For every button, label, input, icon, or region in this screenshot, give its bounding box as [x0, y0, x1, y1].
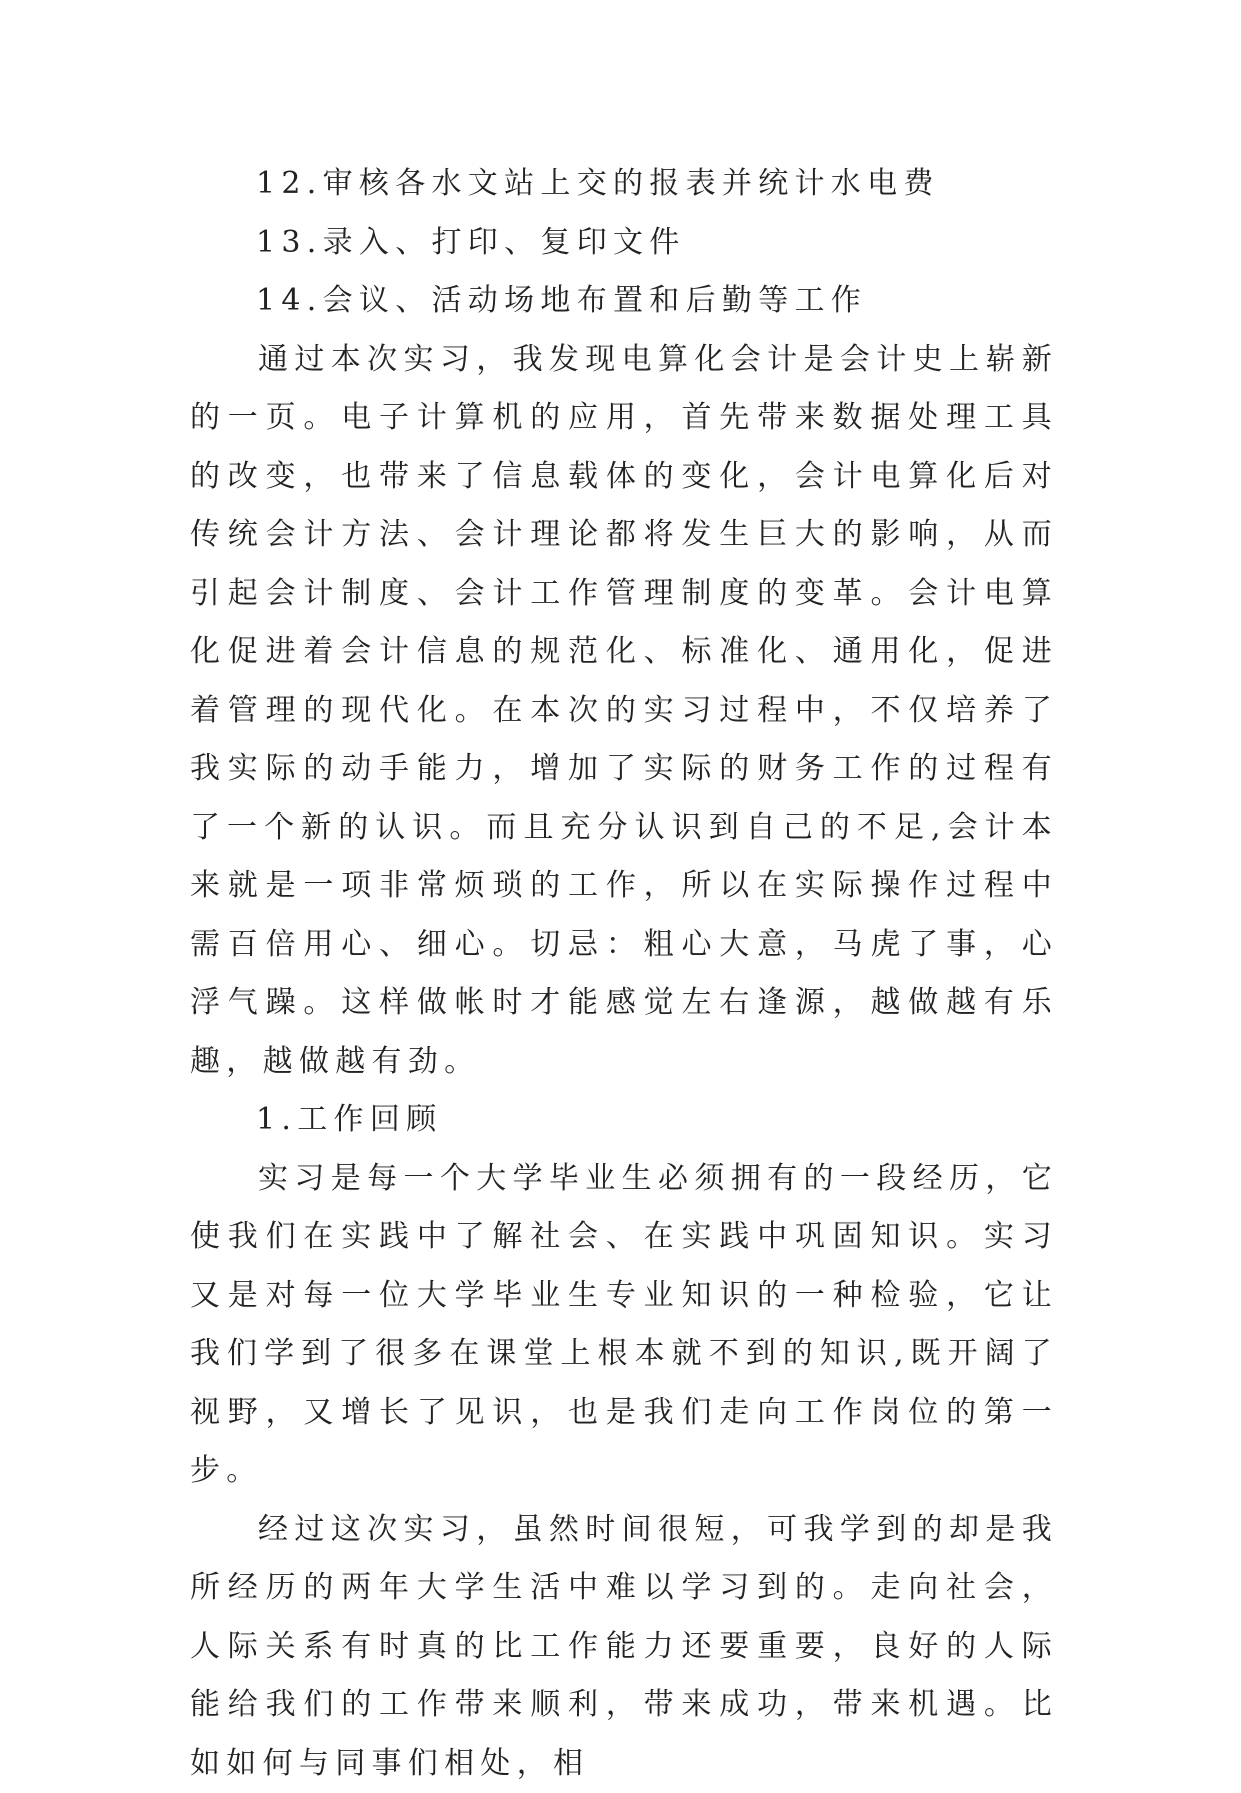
document-body [190, 155, 1058, 1793]
list-item: 13.录入、打印、复印文件 [190, 214, 1058, 273]
list-item: 14.会议、活动场地布置和后勤等工作 [190, 272, 1058, 331]
paragraph-experience: 经过这次实习，虽然时间很短，可我学到的却是我所经历的两年大学生活中难以学习到的。走向社会，人际关系有时真的比工作能力还要重要，良好的人际能给我们的工作带来顺利，带来成功，带来机遇。比如如何与同事们相处，相 [190, 1501, 1058, 1793]
paragraph-internship-reflection: 通过本次实习，我发现电算化会计是会计史上崭新的一页。电子计算机的应用，首先带来数据处理工具的改变，也带来了信息载体的变化，会计电算化后对传统会计方法、会计理论都将发生巨大的影响，从而引起会计制度、会计工作管理制度的变革。会计电算化促进着会计信息的规范化、标准化、通用化，促进着管理的现代化。在本次的实习过程中，不仅培养了我实际的动手能力，增加了实际的财务工作的过程有了一个新的认识。而且充分认识到自己的不足,会计本来就是一项非常烦琐的工作，所以在实际操作过程中需百倍用心、细心。切忌：粗心大意，马虎了事，心浮气躁。这样做帐时才能感觉左右逢源，越做越有乐趣，越做越有劲。 [190, 331, 1058, 1092]
list-item: 12.审核各水文站上交的报表并统计水电费 [190, 155, 1058, 214]
section-heading: 1.工作回顾 [190, 1091, 1058, 1150]
paragraph-work-review: 实习是每一个大学毕业生必须拥有的一段经历，它使我们在实践中了解社会、在实践中巩固知识。实习又是对每一位大学毕业生专业知识的一种检验，它让我们学到了很多在课堂上根本就不到的知识,既开阔了视野，又增长了见识，也是我们走向工作岗位的第一步。 [190, 1150, 1058, 1501]
